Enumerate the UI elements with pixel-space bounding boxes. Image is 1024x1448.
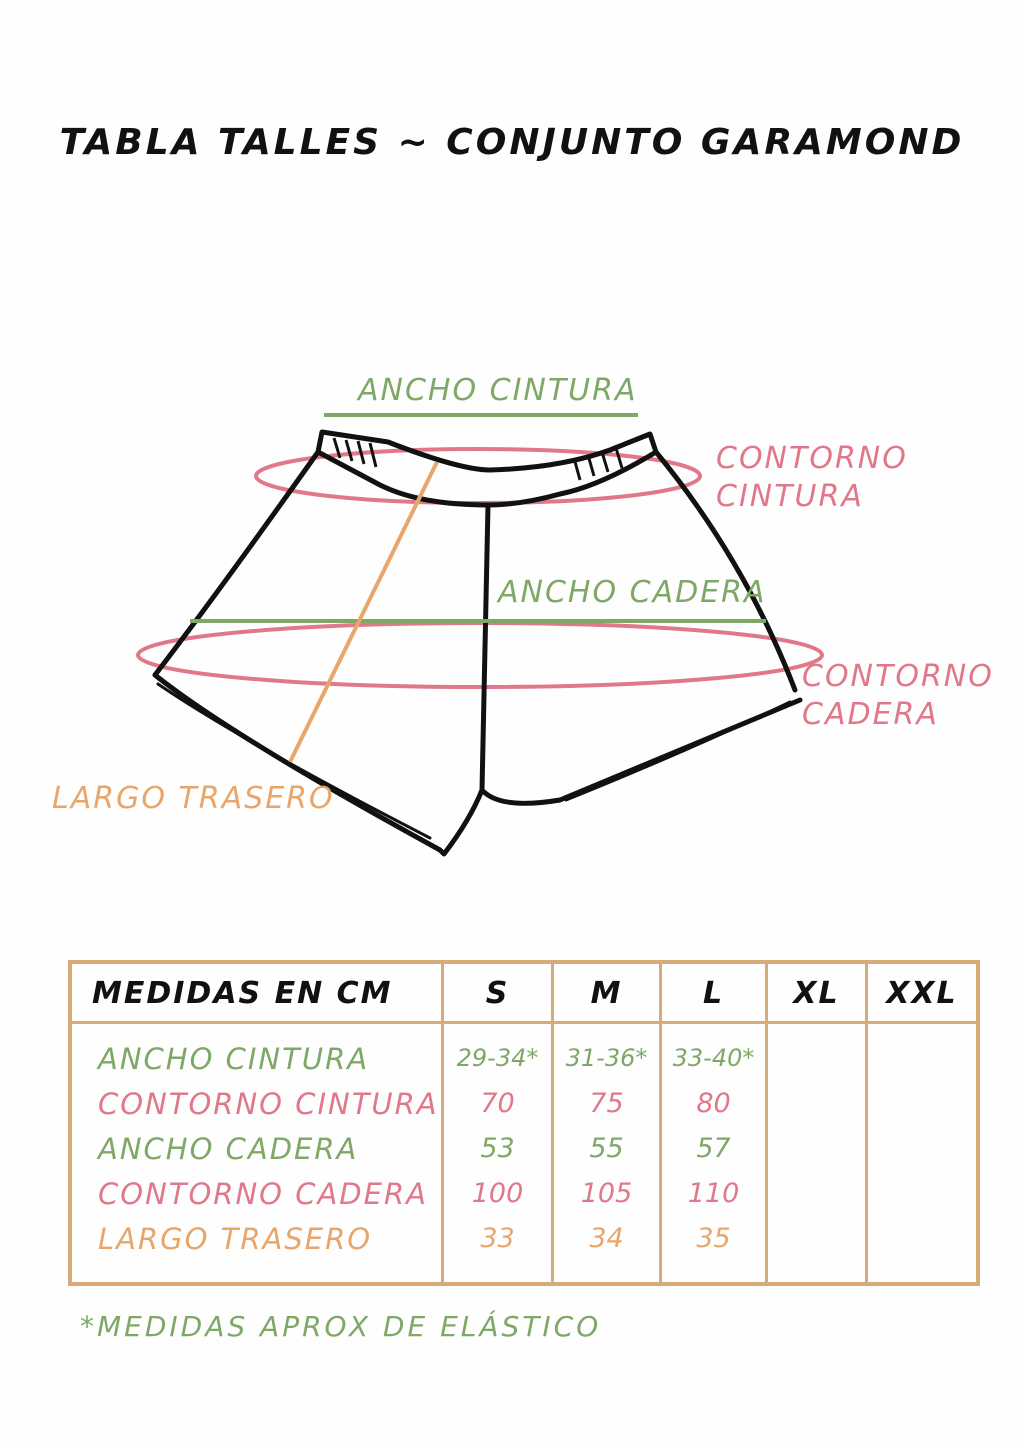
size-table <box>68 960 980 1286</box>
cell-ancho-cintura-s: 29-34* <box>456 1044 539 1072</box>
label-contorno-cintura-line1: CONTORNO <box>716 441 908 476</box>
header-size-l: L <box>702 976 725 1011</box>
cell-largo-trasero-l: 35 <box>696 1223 731 1254</box>
label-contorno-cadera-line1: CONTORNO <box>802 659 994 694</box>
header-medidas: MEDIDAS EN CM <box>92 976 393 1011</box>
cell-ancho-cadera-m: 55 <box>589 1133 624 1164</box>
header-size-s: S <box>485 976 510 1011</box>
cell-ancho-cadera-l: 57 <box>696 1133 731 1164</box>
contorno-cadera-ellipse <box>138 623 822 687</box>
header-size-xl: XL <box>793 976 840 1011</box>
page-title: TABLA TALLES ~ CONJUNTO GARAMOND <box>59 122 965 163</box>
row-label-contorno-cintura: CONTORNO CINTURA <box>98 1087 439 1121</box>
row-label-ancho-cintura: ANCHO CINTURA <box>98 1042 370 1076</box>
label-contorno-cintura-line2: CINTURA <box>716 479 864 514</box>
label-ancho-cintura: ANCHO CINTURA <box>358 373 638 408</box>
cell-contorno-cintura-l: 80 <box>696 1088 731 1119</box>
cell-contorno-cadera-l: 110 <box>687 1178 740 1209</box>
cell-contorno-cadera-m: 105 <box>580 1178 633 1209</box>
header-size-m: M <box>590 976 623 1011</box>
cell-contorno-cadera-s: 100 <box>471 1178 524 1209</box>
footnote: *MEDIDAS APROX DE ELÁSTICO <box>80 1310 602 1343</box>
cell-contorno-cintura-m: 75 <box>589 1088 624 1119</box>
shorts-diagram <box>0 360 1024 880</box>
cell-ancho-cadera-s: 53 <box>480 1133 515 1164</box>
header-divider <box>72 1021 976 1024</box>
largo-trasero-line <box>290 462 437 762</box>
cell-largo-trasero-m: 34 <box>589 1223 624 1254</box>
cell-largo-trasero-s: 33 <box>480 1223 515 1254</box>
label-largo-trasero: LARGO TRASERO <box>52 781 335 816</box>
row-label-largo-trasero: LARGO TRASERO <box>98 1222 373 1256</box>
cell-ancho-cintura-m: 31-36* <box>565 1044 648 1072</box>
row-label-contorno-cadera: CONTORNO CADERA <box>98 1177 428 1211</box>
row-label-ancho-cadera: ANCHO CADERA <box>98 1132 359 1166</box>
label-contorno-cadera-line2: CADERA <box>802 697 939 732</box>
cell-ancho-cintura-l: 33-40* <box>672 1044 755 1072</box>
header-size-xxl: XXL <box>886 976 958 1011</box>
label-ancho-cadera: ANCHO CADERA <box>498 575 767 610</box>
cell-contorno-cintura-s: 70 <box>480 1088 515 1119</box>
